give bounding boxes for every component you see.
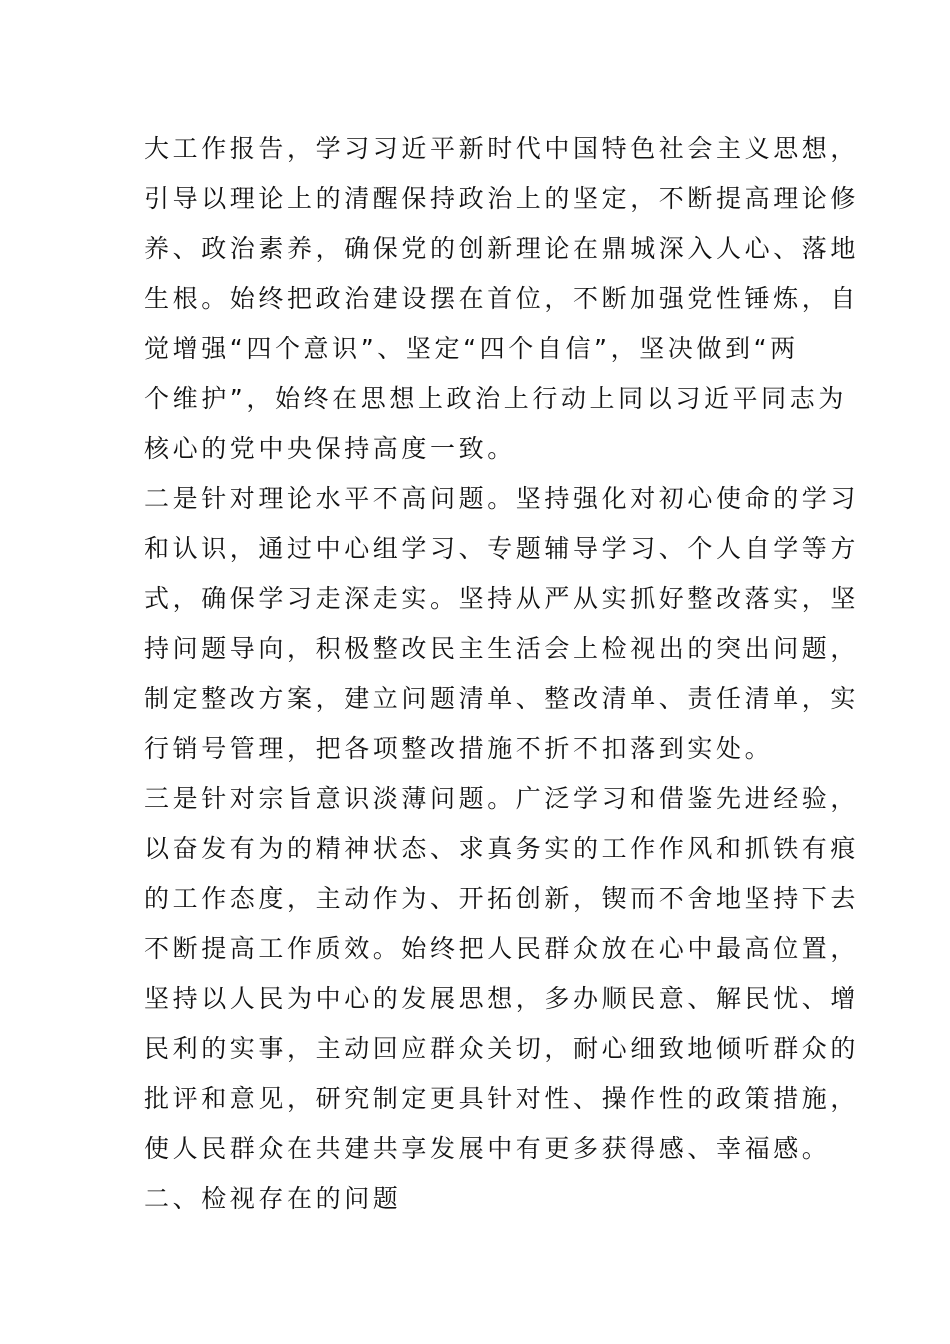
text-line: 个维护”，始终在思想上政治上行动上同以习近平同志为 <box>144 384 847 413</box>
text-line: 批评和意见，研究制定更具针对性、操作性的政策措施， <box>144 1084 860 1113</box>
text-line: 和认识，通过中心组学习、专题辅导学习、个人自学等方 <box>144 534 860 563</box>
text-line: 坚持以人民为中心的发展思想，多办顺民意、解民忧、增 <box>144 984 860 1013</box>
text-line: 二是针对理论水平不高问题。坚持强化对初心使命的学习 <box>144 484 860 513</box>
text-line: 核心的党中央保持高度一致。 <box>144 434 516 463</box>
body-text <box>144 124 860 1224</box>
text-line: 不断提高工作质效。始终把人民群众放在心中最高位置， <box>144 934 860 963</box>
text-line: 养、政治素养，确保党的创新理论在鼎城深入人心、落地 <box>144 234 860 263</box>
text-line: 三是针对宗旨意识淡薄问题。广泛学习和借鉴先进经验， <box>144 784 860 813</box>
text-line: 以奋发有为的精神状态、求真务实的工作作风和抓铁有痕 <box>144 834 860 863</box>
text-line: 的工作态度，主动作为、开拓创新，锲而不舍地坚持下去 <box>144 884 860 913</box>
text-line: 大工作报告，学习习近平新时代中国特色社会主义思想， <box>144 134 860 163</box>
text-line: 生根。始终把政治建设摆在首位，不断加强党性锤炼，自 <box>144 284 860 313</box>
text-line: 持问题导向，积极整改民主生活会上检视出的突出问题， <box>144 634 860 663</box>
text-line: 使人民群众在共建共享发展中有更多获得感、幸福感。 <box>144 1134 831 1163</box>
text-line: 民利的实事，主动回应群众关切，耐心细致地倾听群众的 <box>144 1034 860 1063</box>
text-line: 觉增强“四个意识”、坚定“四个自信”，坚决做到“两 <box>144 334 799 363</box>
text-line: 式，确保学习走深走实。坚持从严从实抓好整改落实，坚 <box>144 584 860 613</box>
text-line: 制定整改方案，建立问题清单、整改清单、责任清单，实 <box>144 684 860 713</box>
section-heading: 二、检视存在的问题 <box>144 1184 402 1213</box>
text-line: 行销号管理，把各项整改措施不折不扣落到实处。 <box>144 734 774 763</box>
text-line: 引导以理论上的清醒保持政治上的坚定，不断提高理论修 <box>144 184 860 213</box>
